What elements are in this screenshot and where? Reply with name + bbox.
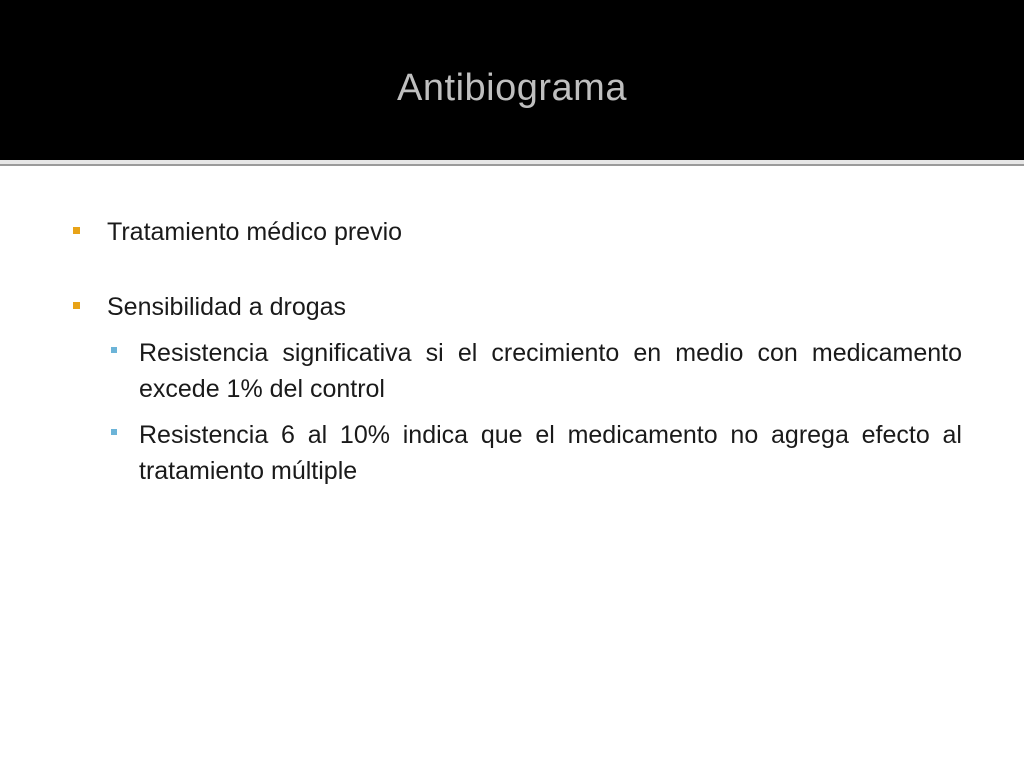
square-sub-bullet-icon [111, 347, 117, 353]
sub-bullet-text: Resistencia 6 al 10% indica que el medicamento no agrega efecto al tratamiento múltiple [139, 421, 962, 485]
sub-bullet-text: Resistencia significativa si el crecimiento en medio con medicamento excede 1% del control [139, 339, 962, 403]
bullet-text: Sensibilidad a drogas [107, 293, 347, 321]
square-sub-bullet-icon [111, 429, 117, 435]
bullet-text: Tratamiento médico previo [107, 218, 403, 246]
square-bullet-icon [73, 302, 80, 309]
square-bullet-icon [73, 227, 80, 234]
slide-title: Antibiograma [397, 67, 627, 109]
